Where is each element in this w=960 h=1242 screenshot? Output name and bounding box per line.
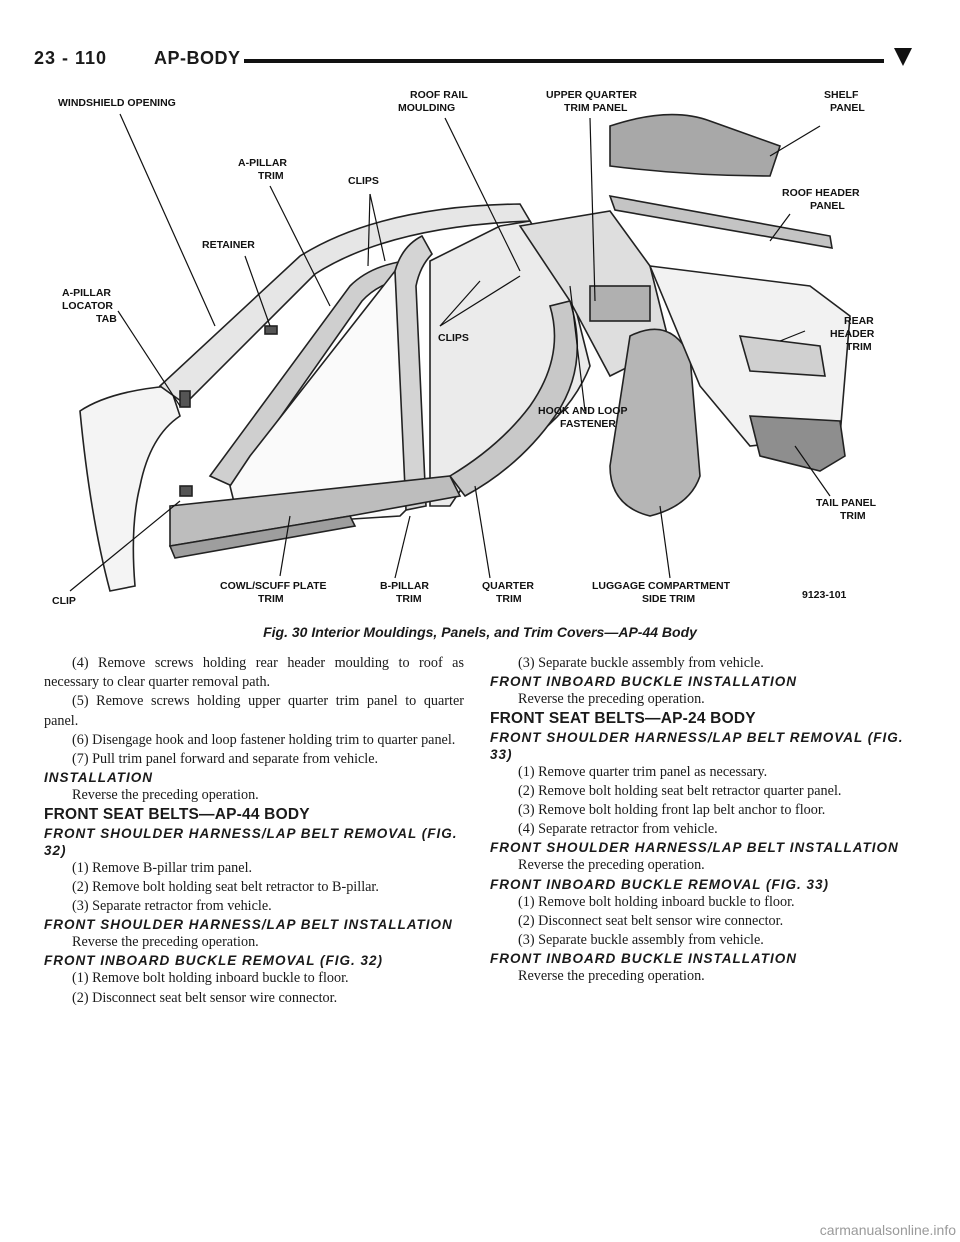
section-heading-ap44: FRONT SEAT BELTS—AP-44 BODY: [44, 806, 310, 824]
body-shell: [80, 115, 850, 591]
shoulder-harness-removal-heading: FRONT SHOULDER HARNESS/LAP BELT REMOVAL (FIG. 32): [44, 825, 458, 858]
ib-removal-step-1: (1) Remove bolt holding inboard buckle to floor.: [72, 970, 349, 987]
label-roof-rail-moulding-1: ROOF RAIL: [410, 89, 468, 101]
ib-install-text: Reverse the preceding operation.: [518, 691, 705, 708]
step-4: (4) Remove screws holding rear header moulding to roof as necessary to clear quarter removal path.: [44, 655, 464, 691]
label-quarter-1: QUARTER: [482, 580, 534, 592]
shoulder-harness-install-heading-ap24: FRONT SHOULDER HARNESS/LAP BELT INSTALLATION: [490, 840, 899, 856]
label-upper-quarter-2: TRIM PANEL: [564, 102, 628, 114]
ib-install-text-ap24: Reverse the preceding operation.: [518, 968, 705, 985]
sh-removal-step-1-ap24: (1) Remove quarter trim panel as necessary.: [518, 763, 768, 780]
watermark: carmanualsonline.info: [819, 1222, 956, 1238]
ib-removal-step-2: (2) Disconnect seat belt sensor wire connector.: [72, 989, 338, 1006]
ib-removal-step-1-ap24: (1) Remove bolt holding inboard buckle to floor.: [518, 893, 795, 910]
label-apillar-trim-1: A-PILLAR: [238, 157, 287, 169]
step-7: (7) Pull trim panel forward and separate from vehicle.: [72, 751, 379, 768]
label-shelf-2: PANEL: [830, 102, 865, 114]
sh-removal-step-1: (1) Remove B-pillar trim panel.: [72, 859, 253, 876]
ib-removal-step-3-ap24: (3) Separate buckle assembly from vehicle.: [518, 932, 764, 949]
sh-install-text-ap24: Reverse the preceding operation.: [518, 857, 705, 874]
header-rule: [244, 59, 884, 63]
shoulder-harness-install-heading: FRONT SHOULDER HARNESS/LAP BELT INSTALLATION: [44, 917, 453, 933]
label-locator-2: LOCATOR: [62, 300, 113, 312]
section-tag: AP-BODY: [154, 48, 241, 68]
page-header: [34, 46, 914, 76]
label-figure-code: 9123-101: [802, 589, 847, 601]
label-roof-header-1: ROOF HEADER: [782, 187, 860, 199]
label-tail-panel-2: TRIM: [840, 510, 866, 522]
label-clip: CLIP: [52, 595, 76, 607]
label-apillar-trim-2: TRIM: [258, 170, 284, 182]
installation-text: Reverse the preceding operation.: [72, 787, 259, 804]
label-roof-header-2: PANEL: [810, 200, 845, 212]
label-clips-top: CLIPS: [348, 175, 379, 187]
label-cowl-2: TRIM: [258, 593, 284, 605]
sh-removal-step-3: (3) Separate retractor from vehicle.: [72, 898, 272, 915]
shoulder-harness-removal-heading-ap24: FRONT SHOULDER HARNESS/LAP BELT REMOVAL (FIG. 33): [490, 729, 904, 762]
label-retainer: RETAINER: [202, 239, 255, 251]
label-quarter-2: TRIM: [496, 593, 522, 605]
right-column: [490, 654, 910, 986]
sh-removal-step-4-ap24: (4) Separate retractor from vehicle.: [518, 821, 718, 838]
installation-heading: INSTALLATION: [44, 770, 153, 786]
sh-removal-step-2-ap24: (2) Remove bolt holding seat belt retractor quarter panel.: [518, 782, 842, 799]
label-shelf-1: SHELF: [824, 89, 859, 101]
step-5: (5) Remove screws holding upper quarter trim panel to quarter panel.: [44, 693, 464, 729]
trim-diagram: [50, 86, 890, 616]
sh-removal-step-2: (2) Remove bolt holding seat belt retractor to B-pillar.: [72, 878, 379, 895]
section-heading-ap24: FRONT SEAT BELTS—AP-24 BODY: [490, 710, 756, 728]
label-rear-header-2: HEADER: [830, 328, 875, 340]
label-rear-header-3: TRIM: [846, 341, 872, 353]
label-tail-panel-1: TAIL PANEL: [816, 497, 877, 509]
ib-removal-step-2-ap24: (2) Disconnect seat belt sensor wire connector.: [518, 912, 784, 929]
label-luggage-2: SIDE TRIM: [642, 593, 696, 605]
left-column: [44, 654, 464, 1008]
label-upper-quarter-1: UPPER QUARTER: [546, 89, 638, 101]
inboard-buckle-install-heading-ap24: FRONT INBOARD BUCKLE INSTALLATION: [490, 951, 797, 967]
label-cowl-1: COWL/SCUFF PLATE: [220, 580, 327, 592]
label-rear-header-1: REAR: [844, 315, 874, 327]
inboard-buckle-removal-heading-ap24: FRONT INBOARD BUCKLE REMOVAL (FIG. 33): [490, 876, 830, 892]
figure-caption: Fig. 30 Interior Mouldings, Panels, and Trim Covers—AP-44 Body: [263, 624, 697, 640]
down-triangle-icon: [892, 46, 914, 68]
label-bpillar-1: B-PILLAR: [380, 580, 429, 592]
label-hook-loop-1: HOOK AND LOOP: [538, 405, 628, 417]
sh-install-text: Reverse the preceding operation.: [72, 934, 259, 951]
label-roof-rail-moulding-2: MOULDING: [398, 102, 456, 114]
figure-interior-trim: [50, 86, 890, 616]
label-hook-loop-2: FASTENER: [560, 418, 617, 430]
step-6: (6) Disengage hook and loop fastener holding trim to quarter panel.: [72, 731, 456, 748]
label-luggage-1: LUGGAGE COMPARTMENT: [592, 580, 731, 592]
page-number: 23 - 110: [34, 48, 108, 68]
inboard-buckle-removal-heading: FRONT INBOARD BUCKLE REMOVAL (FIG. 32): [44, 953, 384, 969]
label-windshield-opening: WINDSHIELD OPENING: [58, 97, 176, 109]
sh-removal-step-3-ap24: (3) Remove bolt holding front lap belt anchor to floor.: [518, 802, 826, 819]
ib-removal-step-3: (3) Separate buckle assembly from vehicle.: [518, 655, 764, 671]
label-bpillar-2: TRIM: [396, 593, 422, 605]
label-clips-mid: CLIPS: [438, 332, 469, 344]
inboard-buckle-install-heading: FRONT INBOARD BUCKLE INSTALLATION: [490, 674, 797, 690]
label-locator-1: A-PILLAR: [62, 287, 111, 299]
label-locator-3: TAB: [96, 313, 117, 325]
